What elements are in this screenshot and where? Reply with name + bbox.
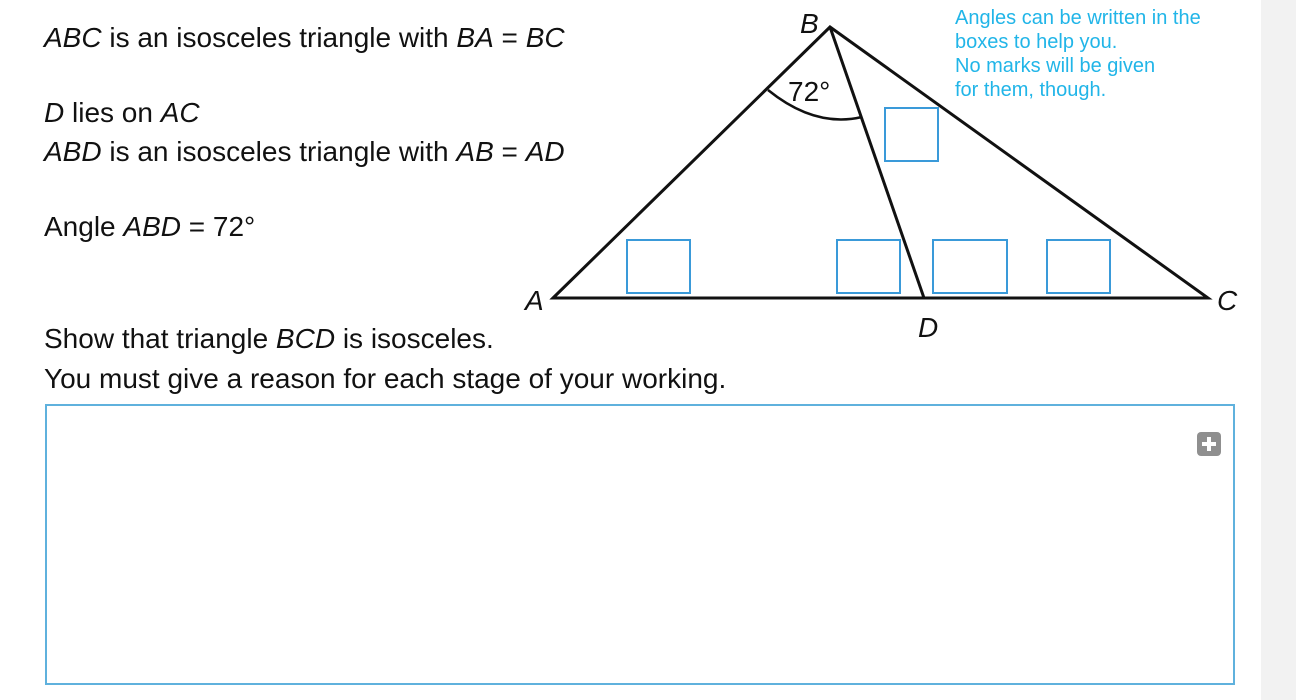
task-give-reasons: You must give a reason for each stage of your working.: [44, 363, 727, 394]
statement-d-on-ac: D lies on AC: [44, 97, 200, 128]
angle-arc-abd: [768, 90, 862, 119]
vertex-label-c: C: [1217, 285, 1238, 316]
vertex-label-b: B: [800, 8, 819, 39]
task-show-isosceles: Show that triangle BCD is isosceles.: [44, 323, 494, 354]
angle-box-hint: [955, 6, 1245, 102]
angle-box-bad[interactable]: [627, 240, 690, 293]
statement-angle-abd: Angle ABD = 72°: [44, 211, 256, 242]
angle-box-adb[interactable]: [837, 240, 900, 293]
hint-line: Angles can be written in the: [955, 7, 1201, 29]
angle-box-bcd[interactable]: [1047, 240, 1110, 293]
angle-label-abd: 72°: [788, 76, 831, 107]
angle-box-cbd[interactable]: [885, 108, 938, 161]
answer-box[interactable]: [45, 404, 1235, 685]
vertex-label-a: A: [525, 285, 544, 316]
angle-box-bdc[interactable]: [933, 240, 1007, 293]
hint-line: No marks will be given: [955, 55, 1156, 77]
plus-square-icon[interactable]: [1197, 432, 1221, 456]
hint-line: boxes to help you.: [955, 31, 1118, 53]
statement-isosceles-abc: ABC is an isosceles triangle with BA = BC: [44, 22, 565, 53]
vertex-label-d: D: [918, 312, 939, 343]
statement-isosceles-abd: ABD is an isosceles triangle with AB = AD: [44, 136, 565, 167]
answer-input[interactable]: [47, 406, 1233, 683]
right-margin-strip: [1261, 0, 1296, 700]
hint-line: for them, though.: [955, 79, 1107, 101]
